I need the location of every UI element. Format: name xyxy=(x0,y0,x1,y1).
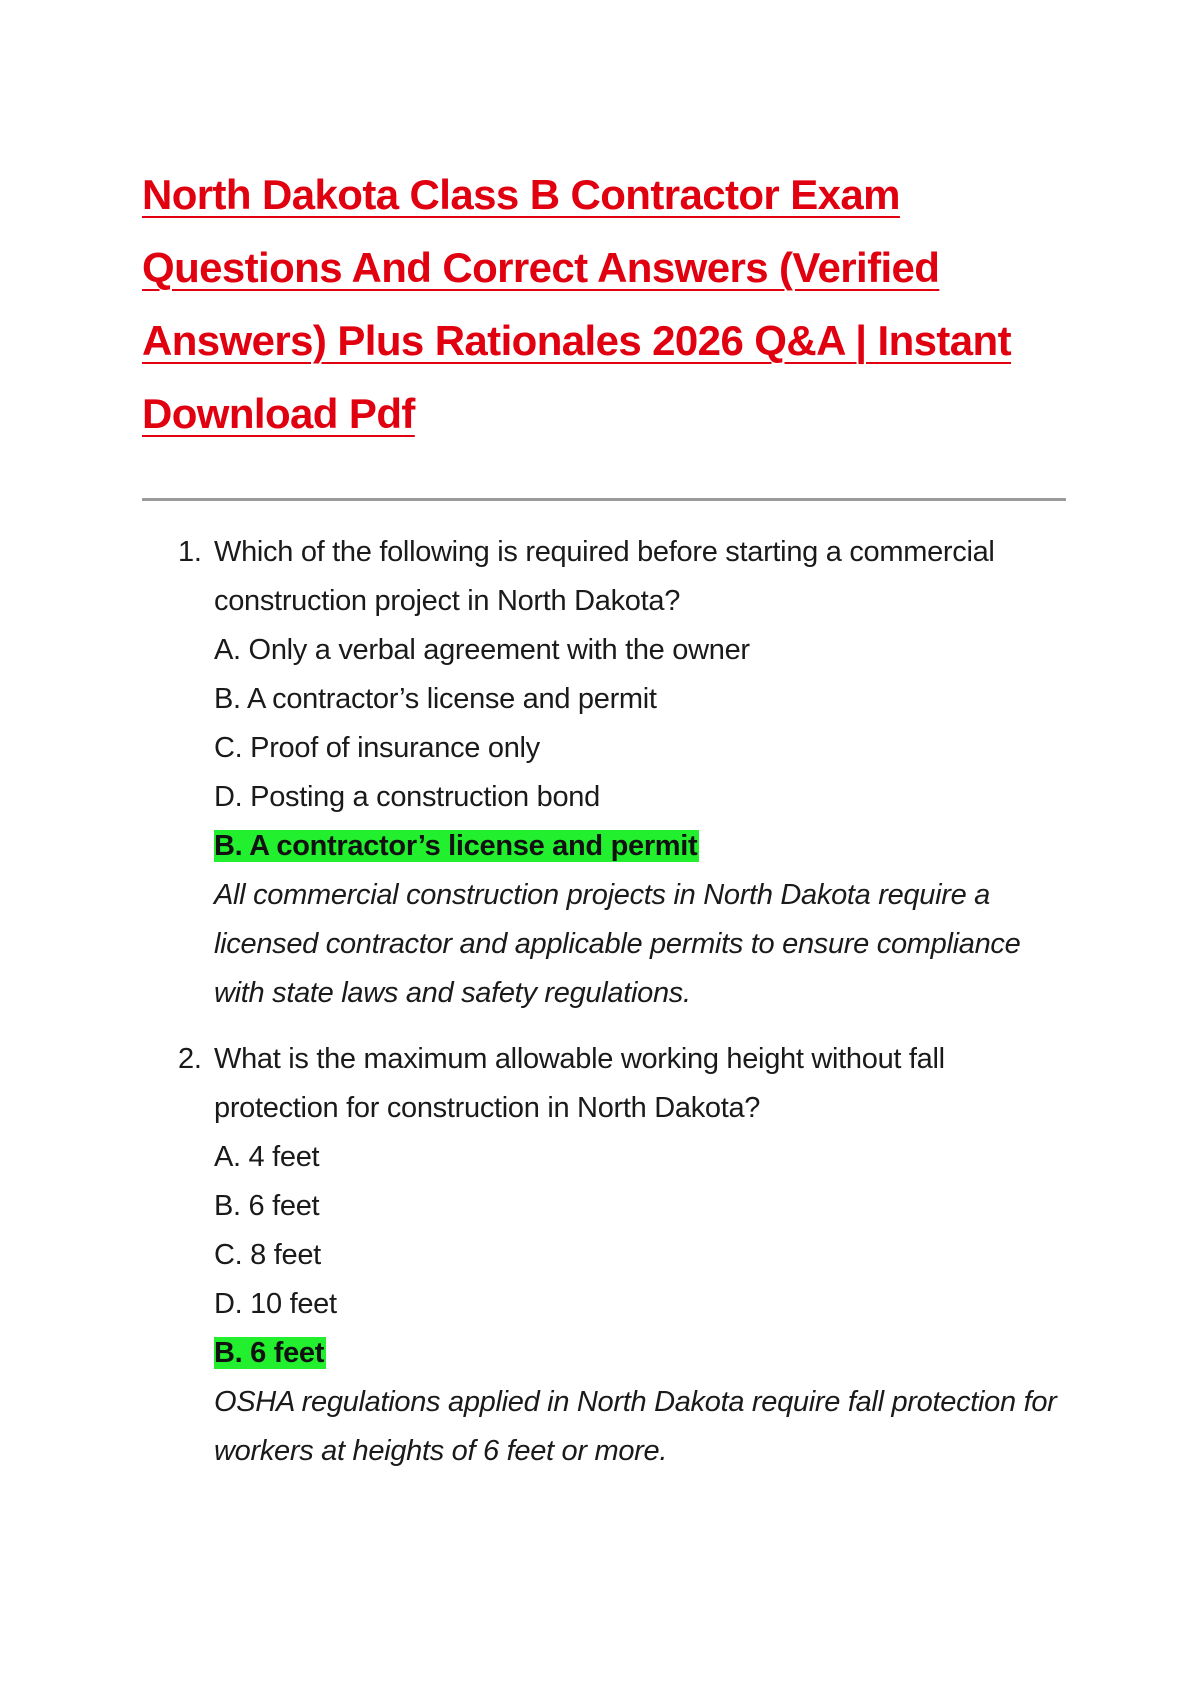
answer-option: C. Proof of insurance only xyxy=(214,732,540,764)
question-text: Which of the following is required before starting a commercial construction project in North Dakota? xyxy=(214,536,995,617)
question-number: 2. xyxy=(178,1043,202,1075)
answer-option: D. 10 feet xyxy=(214,1288,337,1320)
title-line: Download Pdf xyxy=(142,390,415,437)
answer-option: C. 8 feet xyxy=(214,1239,321,1271)
title-line: North Dakota Class B Contractor Exam xyxy=(142,171,900,218)
horizontal-divider xyxy=(142,498,1066,501)
question-item xyxy=(142,528,1072,1018)
question-text: What is the maximum allowable working height without fall protection for construction in North Dakota? xyxy=(214,1043,945,1124)
answer-option: A. Only a verbal agreement with the owner xyxy=(214,634,750,666)
question-item xyxy=(142,1035,1072,1476)
answer-option: B. A contractor’s license and permit xyxy=(214,683,657,715)
question-list xyxy=(142,528,1072,1493)
title-line: Answers) Plus Rationales 2026 Q&A | Instant xyxy=(142,317,1011,364)
correct-answer-highlight: B. 6 feet xyxy=(214,1337,325,1369)
title-line: Questions And Correct Answers (Verified xyxy=(142,244,940,291)
answer-rationale: OSHA regulations applied in North Dakota require fall protection for workers at heights of 6 feet or more. xyxy=(214,1386,1057,1467)
answer-option: A. 4 feet xyxy=(214,1141,320,1173)
correct-answer-line xyxy=(214,1329,1072,1378)
correct-answer-highlight: B. A contractor’s license and permit xyxy=(214,830,698,862)
document-title xyxy=(142,158,1062,450)
question-number: 1. xyxy=(178,536,202,568)
answer-option: D. Posting a construction bond xyxy=(214,781,600,813)
correct-answer-line xyxy=(214,822,1072,871)
answer-rationale: All commercial construction projects in North Dakota require a licensed contractor and applicable permits to ensure compliance with state laws and safety regulations. xyxy=(214,879,1021,1009)
answer-option: B. 6 feet xyxy=(214,1190,320,1222)
